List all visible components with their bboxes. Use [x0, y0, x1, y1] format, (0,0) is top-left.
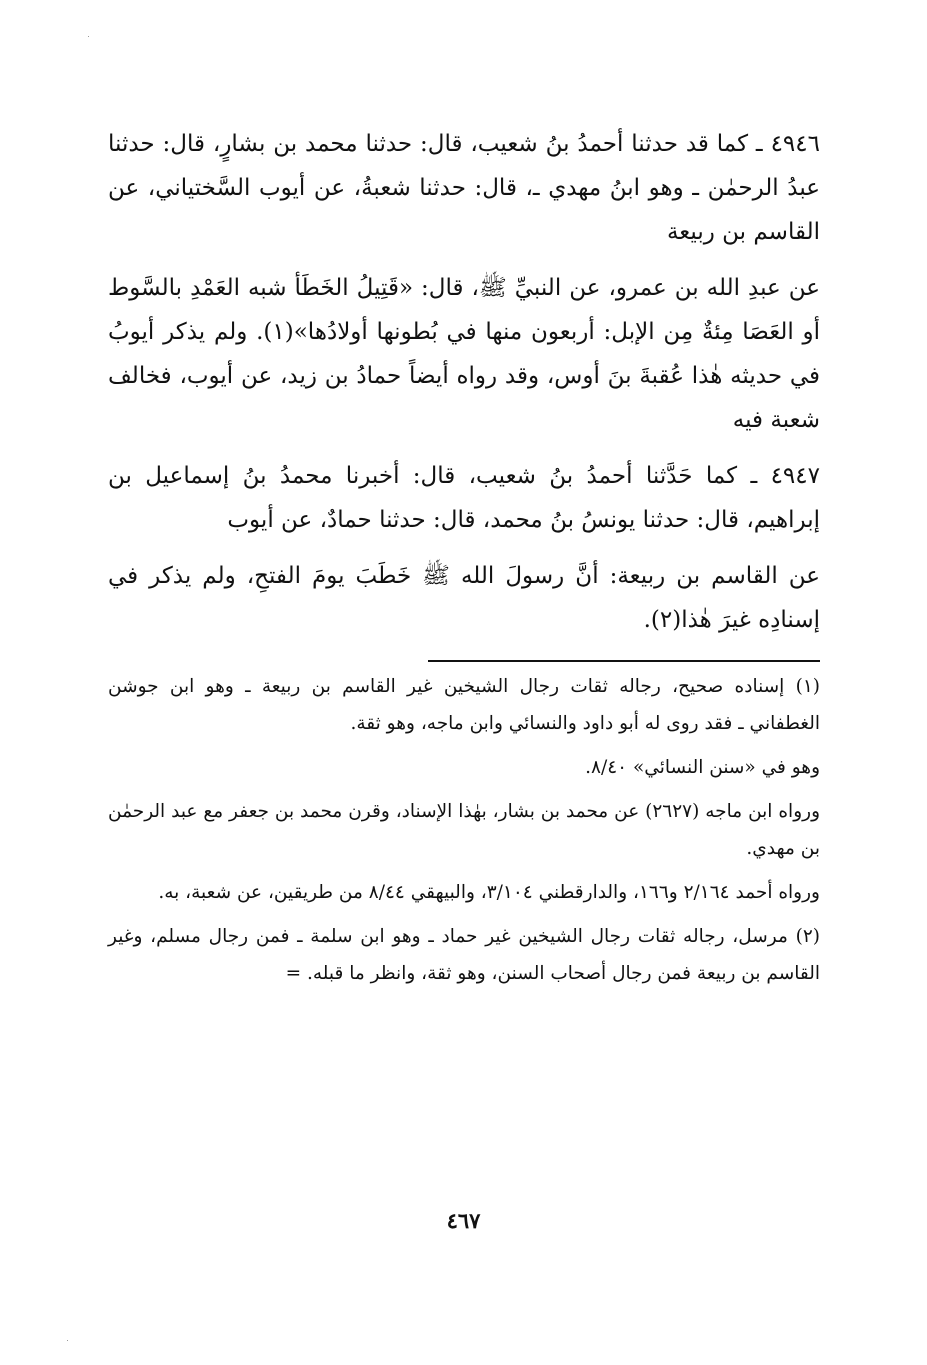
main-text: [108, 122, 820, 642]
footnote-1-ahmad: ورواه أحمد ٢/١٦٤ و١٦٦، والدارقطني ٣/١٠٤، والبيهقي ٨/٤٤ من طريقين، عن شعبة، به.: [158, 882, 820, 903]
scan-speck: [67, 1340, 68, 1341]
footnote-1-source: وهو في «سنن النسائي» ٨/٤٠.: [585, 757, 820, 778]
footnote-1-ibn-majah: ورواه ابن ماجه (٢٦٢٧) عن محمد بن بشار، بهٰذا الإسناد، وقرن محمد بن جعفر مع عبد الرحمٰن بن مهدي.: [108, 801, 821, 859]
hadith-4947-isnad: ٤٩٤٧ ـ كما حَدَّثنا أحمدُ بنُ شعيب، قال: أخبرنا محمدُ بنُ إسماعيل بن إبراهيم، قال: حدثنا يونسُ بنُ محمد، قال: حدثنا حمادٌ، عن أيوب: [108, 463, 820, 533]
page-content: [108, 122, 820, 992]
hadith-4947-matn: عن القاسم بن ربيعة: أنَّ رسولَ الله ﷺ خَطَبَ يومَ الفتحِ، ولم يذكر في إسنادِه غيرَ هٰذا(٢).: [108, 563, 820, 633]
scan-speck: [88, 36, 89, 37]
footnote-2: (٢) مرسل، رجاله ثقات رجال الشيخين غير حماد ـ وهو ابن سلمة ـ فمن رجال مسلم، وغير القاسم بن ربيعة فمن رجال أصحاب السنن، وهو ثقة، وانظر ما قبله. =: [108, 926, 820, 984]
footnote-separator: [428, 660, 820, 662]
page-number: ٤٦٧: [446, 1208, 481, 1233]
footnotes: [108, 668, 820, 992]
hadith-4946-isnad: ٤٩٤٦ ـ كما قد حدثنا أحمدُ بنُ شعيب، قال: حدثنا محمد بن بشارٍ، قال: حدثنا عبدُ الرحمٰن ـ وهو ابنُ مهدي ـ، قال: حدثنا شعبةُ، عن أيوب السَّختياني، عن القاسم بن ربيعة: [108, 131, 820, 245]
hadith-4946-matn: عن عبدِ الله بن عمرو، عن النبيِّ ﷺ، قال: «قَتِيلُ الخَطَأ شبه العَمْدِ بالسَّوط أو العَصَا مِئةٌ مِن الإبل: أربعون منها في بُطونها أولادُها»(١). ولم يذكر أيوبُ في حديثه هٰذا عُقبةَ بنَ أوس، وقد رواه أيضاً حمادُ بن زيد، عن أيوب، فخالف شعبة فيه: [108, 275, 820, 433]
footnote-1: (١) إسناده صحيح، رجاله ثقات رجال الشيخين غير القاسم بن ربيعة ـ وهو ابن جوشن الغطفاني ـ فقد روى له أبو داود والنسائي وابن ماجه، وهو ثقة.: [108, 676, 820, 734]
